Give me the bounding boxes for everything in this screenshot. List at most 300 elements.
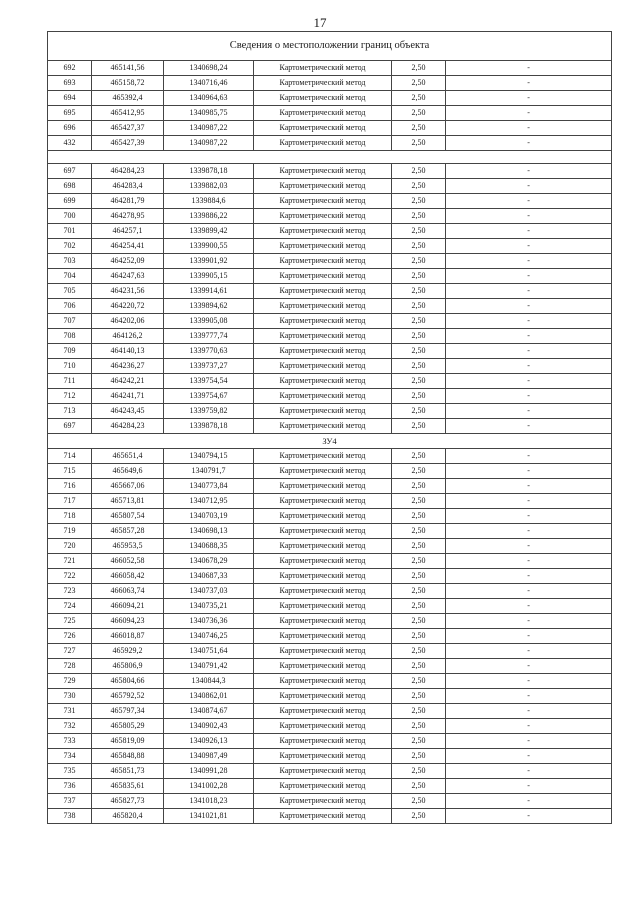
point-number-cell: 721 <box>48 554 92 569</box>
description-cell: - <box>446 599 612 614</box>
point-number-cell: 722 <box>48 569 92 584</box>
table-row <box>48 479 612 494</box>
description-cell: - <box>446 136 612 151</box>
y-coordinate-cell: 1340716,46 <box>164 76 254 91</box>
table-row <box>48 794 612 809</box>
description-cell: - <box>446 164 612 179</box>
method-cell: Картометрический метод <box>254 239 392 254</box>
table-row <box>48 314 612 329</box>
accuracy-cell: 2,50 <box>392 194 446 209</box>
y-coordinate-cell: 1339777,74 <box>164 329 254 344</box>
point-number-cell: 736 <box>48 779 92 794</box>
x-coordinate-cell: 465848,88 <box>92 749 164 764</box>
description-cell: - <box>446 719 612 734</box>
accuracy-cell: 2,50 <box>392 91 446 106</box>
table-row <box>48 614 612 629</box>
accuracy-cell: 2,50 <box>392 689 446 704</box>
point-number-cell: 697 <box>48 419 92 434</box>
method-cell: Картометрический метод <box>254 644 392 659</box>
method-cell: Картометрический метод <box>254 569 392 584</box>
section-header-row <box>48 434 612 449</box>
accuracy-cell: 2,50 <box>392 674 446 689</box>
description-cell: - <box>446 659 612 674</box>
point-number-cell: 697 <box>48 164 92 179</box>
description-cell: - <box>446 404 612 419</box>
description-cell: - <box>446 689 612 704</box>
y-coordinate-cell: 1340737,03 <box>164 584 254 599</box>
x-coordinate-cell: 465805,29 <box>92 719 164 734</box>
point-number-cell: 708 <box>48 329 92 344</box>
table-row <box>48 464 612 479</box>
accuracy-cell: 2,50 <box>392 284 446 299</box>
y-coordinate-cell: 1340773,84 <box>164 479 254 494</box>
table-row <box>48 329 612 344</box>
x-coordinate-cell: 464231,56 <box>92 284 164 299</box>
x-coordinate-cell: 466052,58 <box>92 554 164 569</box>
y-coordinate-cell: 1340735,21 <box>164 599 254 614</box>
description-cell: - <box>446 419 612 434</box>
accuracy-cell: 2,50 <box>392 809 446 824</box>
method-cell: Картометрический метод <box>254 464 392 479</box>
table-row <box>48 719 612 734</box>
point-number-cell: 730 <box>48 689 92 704</box>
x-coordinate-cell: 464243,45 <box>92 404 164 419</box>
method-cell: Картометрический метод <box>254 209 392 224</box>
table-title: Сведения о местоположении границ объекта <box>48 32 612 61</box>
accuracy-cell: 2,50 <box>392 299 446 314</box>
accuracy-cell: 2,50 <box>392 599 446 614</box>
method-cell: Картометрический метод <box>254 359 392 374</box>
point-number-cell: 725 <box>48 614 92 629</box>
x-coordinate-cell: 465792,52 <box>92 689 164 704</box>
description-cell: - <box>446 239 612 254</box>
y-coordinate-cell: 1339900,55 <box>164 239 254 254</box>
method-cell: Картометрический метод <box>254 524 392 539</box>
x-coordinate-cell: 465835,61 <box>92 779 164 794</box>
x-coordinate-cell: 465857,28 <box>92 524 164 539</box>
x-coordinate-cell: 465806,9 <box>92 659 164 674</box>
y-coordinate-cell: 1340703,19 <box>164 509 254 524</box>
point-number-cell: 720 <box>48 539 92 554</box>
table-row <box>48 359 612 374</box>
description-cell: - <box>446 389 612 404</box>
x-coordinate-cell: 464257,1 <box>92 224 164 239</box>
table-row <box>48 91 612 106</box>
accuracy-cell: 2,50 <box>392 764 446 779</box>
y-coordinate-cell: 1340902,43 <box>164 719 254 734</box>
method-cell: Картометрический метод <box>254 329 392 344</box>
y-coordinate-cell: 1339894,62 <box>164 299 254 314</box>
point-number-cell: 706 <box>48 299 92 314</box>
x-coordinate-cell: 465667,06 <box>92 479 164 494</box>
table-row <box>48 76 612 91</box>
description-cell: - <box>446 479 612 494</box>
description-cell: - <box>446 629 612 644</box>
y-coordinate-cell: 1339770,63 <box>164 344 254 359</box>
x-coordinate-cell: 466058,42 <box>92 569 164 584</box>
accuracy-cell: 2,50 <box>392 749 446 764</box>
accuracy-cell: 2,50 <box>392 389 446 404</box>
table-row <box>48 374 612 389</box>
method-cell: Картометрический метод <box>254 91 392 106</box>
accuracy-cell: 2,50 <box>392 659 446 674</box>
x-coordinate-cell: 465797,34 <box>92 704 164 719</box>
method-cell: Картометрический метод <box>254 389 392 404</box>
section-label: ЗУ4 <box>48 434 612 449</box>
table-row <box>48 419 612 434</box>
method-cell: Картометрический метод <box>254 76 392 91</box>
description-cell: - <box>446 554 612 569</box>
accuracy-cell: 2,50 <box>392 509 446 524</box>
point-number-cell: 700 <box>48 209 92 224</box>
point-number-cell: 715 <box>48 464 92 479</box>
y-coordinate-cell: 1340862,01 <box>164 689 254 704</box>
table-row <box>48 629 612 644</box>
method-cell: Картометрический метод <box>254 374 392 389</box>
description-cell: - <box>446 509 612 524</box>
table-title-row <box>48 32 612 61</box>
table-row <box>48 704 612 719</box>
y-coordinate-cell: 1340698,13 <box>164 524 254 539</box>
method-cell: Картометрический метод <box>254 106 392 121</box>
accuracy-cell: 2,50 <box>392 779 446 794</box>
table-row <box>48 224 612 239</box>
accuracy-cell: 2,50 <box>392 794 446 809</box>
y-coordinate-cell: 1339901,92 <box>164 254 254 269</box>
x-coordinate-cell: 465804,66 <box>92 674 164 689</box>
method-cell: Картометрический метод <box>254 809 392 824</box>
point-number-cell: 695 <box>48 106 92 121</box>
point-number-cell: 716 <box>48 479 92 494</box>
x-coordinate-cell: 464281,79 <box>92 194 164 209</box>
method-cell: Картометрический метод <box>254 284 392 299</box>
separator-row <box>48 151 612 164</box>
accuracy-cell: 2,50 <box>392 209 446 224</box>
point-number-cell: 693 <box>48 76 92 91</box>
y-coordinate-cell: 1339914,61 <box>164 284 254 299</box>
method-cell: Картометрический метод <box>254 164 392 179</box>
x-coordinate-cell: 465427,39 <box>92 136 164 151</box>
description-cell: - <box>446 76 612 91</box>
point-number-cell: 718 <box>48 509 92 524</box>
description-cell: - <box>446 299 612 314</box>
table-row <box>48 584 612 599</box>
table-row <box>48 164 612 179</box>
description-cell: - <box>446 284 612 299</box>
point-number-cell: 711 <box>48 374 92 389</box>
y-coordinate-cell: 1339882,03 <box>164 179 254 194</box>
point-number-cell: 738 <box>48 809 92 824</box>
y-coordinate-cell: 1341002,28 <box>164 779 254 794</box>
y-coordinate-cell: 1340844,3 <box>164 674 254 689</box>
point-number-cell: 698 <box>48 179 92 194</box>
method-cell: Картометрический метод <box>254 734 392 749</box>
x-coordinate-cell: 465851,73 <box>92 764 164 779</box>
x-coordinate-cell: 465953,5 <box>92 539 164 554</box>
method-cell: Картометрический метод <box>254 794 392 809</box>
x-coordinate-cell: 466018,87 <box>92 629 164 644</box>
point-number-cell: 735 <box>48 764 92 779</box>
accuracy-cell: 2,50 <box>392 329 446 344</box>
x-coordinate-cell: 464284,23 <box>92 164 164 179</box>
accuracy-cell: 2,50 <box>392 254 446 269</box>
accuracy-cell: 2,50 <box>392 374 446 389</box>
point-number-cell: 731 <box>48 704 92 719</box>
accuracy-cell: 2,50 <box>392 629 446 644</box>
description-cell: - <box>446 224 612 239</box>
method-cell: Картометрический метод <box>254 719 392 734</box>
table-row <box>48 674 612 689</box>
x-coordinate-cell: 464202,06 <box>92 314 164 329</box>
point-number-cell: 701 <box>48 224 92 239</box>
description-cell: - <box>446 269 612 284</box>
point-number-cell: 699 <box>48 194 92 209</box>
table-row <box>48 344 612 359</box>
table-row <box>48 509 612 524</box>
table-row <box>48 689 612 704</box>
y-coordinate-cell: 1339754,54 <box>164 374 254 389</box>
method-cell: Картометрический метод <box>254 674 392 689</box>
x-coordinate-cell: 465807,54 <box>92 509 164 524</box>
y-coordinate-cell: 1340736,36 <box>164 614 254 629</box>
y-coordinate-cell: 1340991,28 <box>164 764 254 779</box>
method-cell: Картометрический метод <box>254 749 392 764</box>
x-coordinate-cell: 466063,74 <box>92 584 164 599</box>
accuracy-cell: 2,50 <box>392 464 446 479</box>
point-number-cell: 692 <box>48 61 92 76</box>
y-coordinate-cell: 1340987,22 <box>164 136 254 151</box>
table-row <box>48 121 612 136</box>
method-cell: Картометрический метод <box>254 254 392 269</box>
method-cell: Картометрический метод <box>254 509 392 524</box>
y-coordinate-cell: 1339878,18 <box>164 164 254 179</box>
accuracy-cell: 2,50 <box>392 449 446 464</box>
y-coordinate-cell: 1340987,49 <box>164 749 254 764</box>
point-number-cell: 713 <box>48 404 92 419</box>
method-cell: Картометрический метод <box>254 554 392 569</box>
point-number-cell: 729 <box>48 674 92 689</box>
description-cell: - <box>446 524 612 539</box>
y-coordinate-cell: 1339737,27 <box>164 359 254 374</box>
table-row <box>48 136 612 151</box>
point-number-cell: 432 <box>48 136 92 151</box>
x-coordinate-cell: 466094,23 <box>92 614 164 629</box>
accuracy-cell: 2,50 <box>392 554 446 569</box>
y-coordinate-cell: 1339899,42 <box>164 224 254 239</box>
method-cell: Картометрический метод <box>254 659 392 674</box>
y-coordinate-cell: 1340791,42 <box>164 659 254 674</box>
description-cell: - <box>446 329 612 344</box>
point-number-cell: 712 <box>48 389 92 404</box>
method-cell: Картометрический метод <box>254 419 392 434</box>
accuracy-cell: 2,50 <box>392 644 446 659</box>
table-row <box>48 749 612 764</box>
description-cell: - <box>446 449 612 464</box>
table-row <box>48 494 612 509</box>
accuracy-cell: 2,50 <box>392 344 446 359</box>
point-number-cell: 717 <box>48 494 92 509</box>
description-cell: - <box>446 359 612 374</box>
y-coordinate-cell: 1340791,7 <box>164 464 254 479</box>
description-cell: - <box>446 614 612 629</box>
method-cell: Картометрический метод <box>254 779 392 794</box>
point-number-cell: 704 <box>48 269 92 284</box>
accuracy-cell: 2,50 <box>392 76 446 91</box>
method-cell: Картометрический метод <box>254 194 392 209</box>
point-number-cell: 710 <box>48 359 92 374</box>
accuracy-cell: 2,50 <box>392 404 446 419</box>
x-coordinate-cell: 465392,4 <box>92 91 164 106</box>
y-coordinate-cell: 1340688,35 <box>164 539 254 554</box>
accuracy-cell: 2,50 <box>392 719 446 734</box>
description-cell: - <box>446 809 612 824</box>
table-row <box>48 599 612 614</box>
accuracy-cell: 2,50 <box>392 569 446 584</box>
method-cell: Картометрический метод <box>254 224 392 239</box>
accuracy-cell: 2,50 <box>392 314 446 329</box>
accuracy-cell: 2,50 <box>392 584 446 599</box>
description-cell: - <box>446 179 612 194</box>
x-coordinate-cell: 465713,81 <box>92 494 164 509</box>
x-coordinate-cell: 465412,95 <box>92 106 164 121</box>
y-coordinate-cell: 1339878,18 <box>164 419 254 434</box>
y-coordinate-cell: 1340874,67 <box>164 704 254 719</box>
y-coordinate-cell: 1339759,82 <box>164 404 254 419</box>
accuracy-cell: 2,50 <box>392 121 446 136</box>
x-coordinate-cell: 464284,23 <box>92 419 164 434</box>
accuracy-cell: 2,50 <box>392 524 446 539</box>
point-number-cell: 696 <box>48 121 92 136</box>
x-coordinate-cell: 464252,09 <box>92 254 164 269</box>
description-cell: - <box>446 374 612 389</box>
description-cell: - <box>446 674 612 689</box>
point-number-cell: 714 <box>48 449 92 464</box>
table-row <box>48 779 612 794</box>
accuracy-cell: 2,50 <box>392 224 446 239</box>
method-cell: Картометрический метод <box>254 494 392 509</box>
accuracy-cell: 2,50 <box>392 539 446 554</box>
method-cell: Картометрический метод <box>254 629 392 644</box>
point-number-cell: 732 <box>48 719 92 734</box>
table-row <box>48 209 612 224</box>
page-number: 17 <box>313 15 327 30</box>
x-coordinate-cell: 464242,21 <box>92 374 164 389</box>
description-cell: - <box>446 61 612 76</box>
description-cell: - <box>446 764 612 779</box>
description-cell: - <box>446 704 612 719</box>
point-number-cell: 719 <box>48 524 92 539</box>
point-number-cell: 726 <box>48 629 92 644</box>
point-number-cell: 728 <box>48 659 92 674</box>
method-cell: Картометрический метод <box>254 404 392 419</box>
table-row <box>48 404 612 419</box>
y-coordinate-cell: 1340751,64 <box>164 644 254 659</box>
table-row <box>48 809 612 824</box>
accuracy-cell: 2,50 <box>392 419 446 434</box>
x-coordinate-cell: 466094,21 <box>92 599 164 614</box>
table-row <box>48 269 612 284</box>
y-coordinate-cell: 1339905,08 <box>164 314 254 329</box>
description-cell: - <box>446 779 612 794</box>
y-coordinate-cell: 1341018,23 <box>164 794 254 809</box>
description-cell: - <box>446 106 612 121</box>
point-number-cell: 733 <box>48 734 92 749</box>
accuracy-cell: 2,50 <box>392 239 446 254</box>
accuracy-cell: 2,50 <box>392 179 446 194</box>
table-row <box>48 284 612 299</box>
accuracy-cell: 2,50 <box>392 61 446 76</box>
method-cell: Картометрический метод <box>254 614 392 629</box>
description-cell: - <box>446 494 612 509</box>
accuracy-cell: 2,50 <box>392 614 446 629</box>
y-coordinate-cell: 1340712,95 <box>164 494 254 509</box>
x-coordinate-cell: 464247,63 <box>92 269 164 284</box>
y-coordinate-cell: 1339886,22 <box>164 209 254 224</box>
x-coordinate-cell: 465649,6 <box>92 464 164 479</box>
table-row <box>48 659 612 674</box>
description-cell: - <box>446 91 612 106</box>
table-row <box>48 61 612 76</box>
point-number-cell: 737 <box>48 794 92 809</box>
description-cell: - <box>446 734 612 749</box>
x-coordinate-cell: 465827,73 <box>92 794 164 809</box>
table-row <box>48 179 612 194</box>
x-coordinate-cell: 465141,56 <box>92 61 164 76</box>
table-row <box>48 254 612 269</box>
y-coordinate-cell: 1340987,22 <box>164 121 254 136</box>
y-coordinate-cell: 1339884,6 <box>164 194 254 209</box>
x-coordinate-cell: 464220,72 <box>92 299 164 314</box>
table-row <box>48 389 612 404</box>
accuracy-cell: 2,50 <box>392 359 446 374</box>
x-coordinate-cell: 464278,95 <box>92 209 164 224</box>
x-coordinate-cell: 465158,72 <box>92 76 164 91</box>
x-coordinate-cell: 464236,27 <box>92 359 164 374</box>
y-coordinate-cell: 1340698,24 <box>164 61 254 76</box>
description-cell: - <box>446 344 612 359</box>
x-coordinate-cell: 464241,71 <box>92 389 164 404</box>
x-coordinate-cell: 465651,4 <box>92 449 164 464</box>
method-cell: Картометрический метод <box>254 479 392 494</box>
method-cell: Картометрический метод <box>254 299 392 314</box>
point-number-cell: 694 <box>48 91 92 106</box>
accuracy-cell: 2,50 <box>392 136 446 151</box>
point-number-cell: 703 <box>48 254 92 269</box>
method-cell: Картометрический метод <box>254 179 392 194</box>
x-coordinate-cell: 464140,13 <box>92 344 164 359</box>
method-cell: Картометрический метод <box>254 314 392 329</box>
description-cell: - <box>446 644 612 659</box>
point-number-cell: 707 <box>48 314 92 329</box>
point-number-cell: 705 <box>48 284 92 299</box>
table-row <box>48 539 612 554</box>
separator-cell <box>48 151 612 164</box>
accuracy-cell: 2,50 <box>392 269 446 284</box>
table-row <box>48 194 612 209</box>
y-coordinate-cell: 1340687,33 <box>164 569 254 584</box>
x-coordinate-cell: 465819,09 <box>92 734 164 749</box>
y-coordinate-cell: 1339905,15 <box>164 269 254 284</box>
x-coordinate-cell: 464126,2 <box>92 329 164 344</box>
description-cell: - <box>446 584 612 599</box>
description-cell: - <box>446 209 612 224</box>
x-coordinate-cell: 464283,4 <box>92 179 164 194</box>
point-number-cell: 709 <box>48 344 92 359</box>
method-cell: Картометрический метод <box>254 121 392 136</box>
point-number-cell: 724 <box>48 599 92 614</box>
table-row <box>48 644 612 659</box>
table-row <box>48 569 612 584</box>
